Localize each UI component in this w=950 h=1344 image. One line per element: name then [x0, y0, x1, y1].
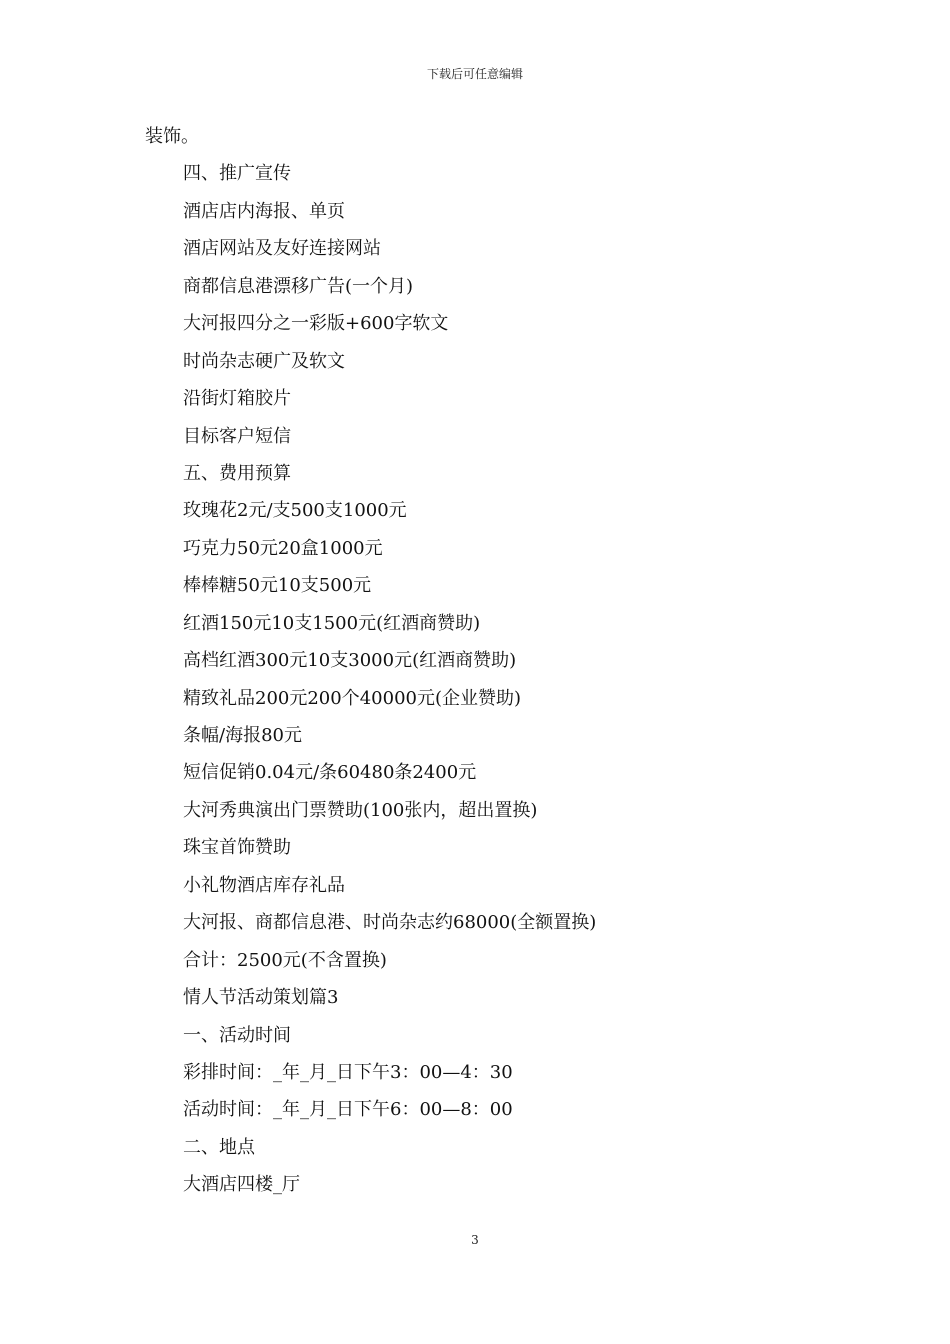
- budget-item: 短信促销0.04元/条60480条2400元: [183, 762, 477, 784]
- text-line: 活动时间：_年_月_日下午6：00—8：00: [183, 1099, 513, 1121]
- text-line: 沿街灯箱胶片: [183, 388, 291, 410]
- budget-item: 玫瑰花2元/支500支1000元: [183, 500, 407, 522]
- document-body: [145, 122, 825, 1208]
- page-header-note: 下载后可任意编辑: [426, 67, 523, 81]
- budget-item: 珠宝首饰赞助: [183, 837, 291, 859]
- budget-item: 大河秀典演出门票赞助(100张内，超出置换): [183, 799, 538, 821]
- section-heading: 一、活动时间: [183, 1024, 291, 1046]
- budget-item: 红酒150元10支1500元(红酒商赞助): [183, 612, 481, 634]
- text-line: 目标客户短信: [183, 425, 291, 447]
- budget-total: 合计：2500元(不含置换): [183, 949, 387, 971]
- budget-item: 小礼物酒店库存礼品: [183, 874, 345, 896]
- section-heading: 五、费用预算: [183, 462, 291, 484]
- text-line: 时尚杂志硬广及软文: [183, 350, 345, 372]
- page-number: 3: [471, 1233, 479, 1247]
- section-heading: 四、推广宣传: [183, 163, 291, 185]
- budget-item: 高档红酒300元10支3000元(红酒商赞助): [183, 650, 517, 672]
- section-heading: 二、地点: [183, 1136, 255, 1158]
- budget-item: 巧克力50元20盒1000元: [183, 537, 383, 559]
- text-line: 彩排时间：_年_月_日下午3：00—4：30: [183, 1061, 513, 1083]
- article-title: 情人节活动策划篇3: [183, 987, 339, 1009]
- text-line: 大河报四分之一彩版+600字软文: [183, 313, 449, 335]
- text-line: 酒店网站及友好连接网站: [183, 238, 381, 260]
- text-line: 商都信息港漂移广告(一个月): [183, 275, 414, 297]
- budget-item: 大河报、商都信息港、时尚杂志约68000(全额置换): [183, 912, 597, 934]
- budget-item: 条幅/海报80元: [183, 725, 302, 746]
- text-line: 大酒店四楼_厅: [183, 1174, 300, 1196]
- budget-item: 棒棒糖50元10支500元: [183, 575, 372, 597]
- budget-item: 精致礼品200元200个40000元(企业赞助): [183, 687, 522, 709]
- text-line: 酒店店内海报、单页: [183, 200, 345, 222]
- text-line: 装饰。: [145, 126, 199, 147]
